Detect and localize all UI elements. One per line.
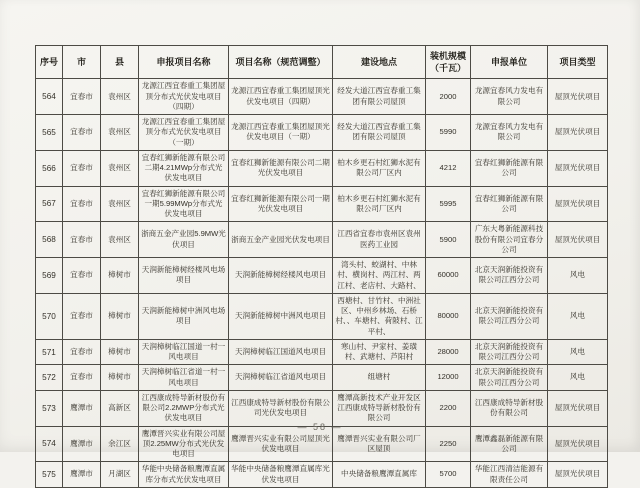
- cell-county: 袁州区: [101, 186, 139, 222]
- table-row: [36, 258, 608, 294]
- cell-capacity-kw: 2200: [426, 390, 471, 426]
- cell-declared-name: 江西康成特导新材股份有限公司2.2MWP分布式光伏发电项目: [139, 390, 229, 426]
- cell-location: 组塘村: [333, 365, 426, 391]
- cell-county: 樟树市: [101, 293, 139, 339]
- cell-no: 571: [36, 339, 63, 365]
- cell-applicant: 宜春红狮新能源有限公司: [471, 186, 548, 222]
- cell-county: 樟树市: [101, 365, 139, 391]
- cell-county: 高新区: [101, 390, 139, 426]
- cell-location: 江西省宜春市袁州区袁州医药工业园: [333, 222, 426, 258]
- cell-applicant: 宜春红狮新能源有限公司: [471, 150, 548, 186]
- cell-applicant: 北京天润新能投资有限公司江西分公司: [471, 258, 548, 294]
- cell-type: 屋顶光伏项目: [548, 462, 608, 488]
- table-row: [36, 462, 608, 488]
- cell-normalized-name: 浙商五金产业园光伏发电项目: [229, 222, 333, 258]
- cell-declared-name: 华能中央储备粮鹰潭直属库分布式光伏发电项目: [139, 462, 229, 488]
- cell-capacity-kw: 5990: [426, 115, 471, 151]
- cell-capacity-kw: 60000: [426, 258, 471, 294]
- cell-city: 宜春市: [63, 258, 101, 294]
- cell-type: 屋顶光伏项目: [548, 426, 608, 462]
- table-row: [36, 186, 608, 222]
- cell-city: 宜春市: [63, 339, 101, 365]
- header-county: 县: [101, 46, 139, 79]
- cell-no: 573: [36, 390, 63, 426]
- cell-city: 鹰潭市: [63, 426, 101, 462]
- cell-county: 月湖区: [101, 462, 139, 488]
- cell-no: 570: [36, 293, 63, 339]
- cell-county: 余江区: [101, 426, 139, 462]
- cell-location: 柏木乡更石村红狮水泥有限公司厂区内: [333, 186, 426, 222]
- cell-no: 574: [36, 426, 63, 462]
- cell-city: 宜春市: [63, 222, 101, 258]
- cell-normalized-name: 鹰潭晋兴实业有限公司屋顶光伏发电项目: [229, 426, 333, 462]
- cell-capacity-kw: 5700: [426, 462, 471, 488]
- cell-normalized-name: 宜春红狮新能源有限公司二期光伏发电项目: [229, 150, 333, 186]
- cell-no: 572: [36, 365, 63, 391]
- cell-no: 565: [36, 115, 63, 151]
- cell-declared-name: 龙源江西宜春重工集团屋顶分布式光伏发电项目（四期）: [139, 79, 229, 115]
- cell-city: 鹰潭市: [63, 390, 101, 426]
- cell-applicant: 北京天润新能投资有限公司江西分公司: [471, 365, 548, 391]
- cell-no: 566: [36, 150, 63, 186]
- cell-normalized-name: 华能中央储备粮鹰潭直属库光伏发电项目: [229, 462, 333, 488]
- cell-capacity-kw: 5995: [426, 186, 471, 222]
- table-row: [36, 390, 608, 426]
- cell-location: 鹰潭高新技术产业开发区江西康成特导新材股份有限公司: [333, 390, 426, 426]
- cell-location: 西塘村、甘竹村、中洲社区、中州乡林场、石桥村、、车塘村、荷陂村、江平村、: [333, 293, 426, 339]
- cell-type: 屋顶光伏项目: [548, 186, 608, 222]
- cell-capacity-kw: 12000: [426, 365, 471, 391]
- cell-location: 寒山村、尹家村、姜璜村、武塘村、芦阳村: [333, 339, 426, 365]
- cell-no: 567: [36, 186, 63, 222]
- cell-county: 樟树市: [101, 258, 139, 294]
- cell-location: 经发大道江西宜春重工集团有限公司屋顶: [333, 115, 426, 151]
- table-row: [36, 150, 608, 186]
- cell-county: 袁州区: [101, 150, 139, 186]
- cell-normalized-name: 江西康成特导新材股份有限公司光伏发电项目: [229, 390, 333, 426]
- cell-type: 风电: [548, 293, 608, 339]
- table-row: [36, 222, 608, 258]
- cell-county: 樟树市: [101, 339, 139, 365]
- cell-county: 袁州区: [101, 79, 139, 115]
- page-number: — 58 —: [297, 422, 343, 432]
- header-normalized-name: 项目名称（规范调整）: [229, 46, 333, 79]
- cell-applicant: 江西康成特导新材股份有限公司: [471, 390, 548, 426]
- cell-declared-name: 宜春红狮新能源有限公司二期4.21MWp分布式光伏发电项目: [139, 150, 229, 186]
- cell-location: 柏木乡更石村红狮水泥有限公司厂区内: [333, 150, 426, 186]
- cell-applicant: 广东大粤新能源科技股份有限公司宜春分公司: [471, 222, 548, 258]
- cell-normalized-name: 龙源江西宜春重工集团屋顶光伏发电项目（一期）: [229, 115, 333, 151]
- cell-type: 屋顶光伏项目: [548, 390, 608, 426]
- table-row: [36, 339, 608, 365]
- cell-no: 564: [36, 79, 63, 115]
- cell-normalized-name: 龙源江西宜春重工集团屋顶光伏发电项目（四期）: [229, 79, 333, 115]
- header-applicant: 申报单位: [471, 46, 548, 79]
- cell-location: 湾头村、蛟湖村、中林村、横岗村、两江村、两江村、老店村、大路村、: [333, 258, 426, 294]
- cell-applicant: 龙源宜春风力发电有限公司: [471, 115, 548, 151]
- table-row: [36, 115, 608, 151]
- cell-capacity-kw: 28000: [426, 339, 471, 365]
- cell-applicant: 华能江西清洁能源有限责任公司: [471, 462, 548, 488]
- cell-capacity-kw: 80000: [426, 293, 471, 339]
- cell-city: 鹰潭市: [63, 462, 101, 488]
- cell-location: 鹰潭晋兴实业有限公司厂区屋顶: [333, 426, 426, 462]
- table-row: [36, 79, 608, 115]
- cell-location: 经发大道江西宜春重工集团有限公司屋顶: [333, 79, 426, 115]
- cell-city: 宜春市: [63, 79, 101, 115]
- cell-county: 袁州区: [101, 115, 139, 151]
- cell-type: 屋顶光伏项目: [548, 79, 608, 115]
- cell-applicant: 鹰潭鑫磊新能源有限公司: [471, 426, 548, 462]
- cell-city: 宜春市: [63, 115, 101, 151]
- cell-capacity-kw: 2000: [426, 79, 471, 115]
- cell-city: 宜春市: [63, 186, 101, 222]
- cell-applicant: 北京天润新能投资有限公司江西分公司: [471, 293, 548, 339]
- table-row: [36, 365, 608, 391]
- header-location: 建设地点: [333, 46, 426, 79]
- cell-declared-name: 浙商五金产业园5.9MW光伏项目: [139, 222, 229, 258]
- cell-no: 575: [36, 462, 63, 488]
- cell-normalized-name: 宜春红狮新能源有限公司一期光伏发电项目: [229, 186, 333, 222]
- header-city: 市: [63, 46, 101, 79]
- header-no: 序号: [36, 46, 63, 79]
- cell-declared-name: 龙源江西宜春重工集团屋顶分布式光伏发电项目（一期）: [139, 115, 229, 151]
- cell-applicant: 北京天润新能投资有限公司江西分公司: [471, 339, 548, 365]
- table-row: [36, 293, 608, 339]
- cell-type: 风电: [548, 258, 608, 294]
- cell-type: 屋顶光伏项目: [548, 115, 608, 151]
- cell-type: 风电: [548, 365, 608, 391]
- cell-no: 569: [36, 258, 63, 294]
- cell-normalized-name: 天润新能樟树经楼风电项目: [229, 258, 333, 294]
- cell-capacity-kw: 5900: [426, 222, 471, 258]
- cell-declared-name: 宜春红狮新能源有限公司一期5.99MWp分布式光伏发电项目: [139, 186, 229, 222]
- cell-declared-name: 天润新能樟树中洲风电场项目: [139, 293, 229, 339]
- table-header-row: [36, 46, 608, 79]
- cell-type: 屋顶光伏项目: [548, 222, 608, 258]
- cell-applicant: 龙源宜春风力发电有限公司: [471, 79, 548, 115]
- header-type: 项目类型: [548, 46, 608, 79]
- cell-capacity-kw: 4212: [426, 150, 471, 186]
- cell-county: 袁州区: [101, 222, 139, 258]
- cell-capacity-kw: 2250: [426, 426, 471, 462]
- header-declared-name: 申报项目名称: [139, 46, 229, 79]
- header-capacity: 装机规模（千瓦）: [426, 46, 471, 79]
- cell-declared-name: 天润樟树临江国道一村一风电项目: [139, 339, 229, 365]
- cell-type: 屋顶光伏项目: [548, 150, 608, 186]
- cell-type: 风电: [548, 339, 608, 365]
- cell-normalized-name: 天润新能樟树中洲风电项目: [229, 293, 333, 339]
- cell-declared-name: 天润新能樟树经楼风电场项目: [139, 258, 229, 294]
- cell-declared-name: 天润樟树临江省道一村一风电项目: [139, 365, 229, 391]
- cell-declared-name: 鹰潭晋兴实业有限公司屋顶2.25MW分布式光伏发电项目: [139, 426, 229, 462]
- cell-location: 中央储备粮鹰潭直属库: [333, 462, 426, 488]
- cell-normalized-name: 天润樟树临江国道风电项目: [229, 339, 333, 365]
- cell-city: 宜春市: [63, 293, 101, 339]
- cell-city: 宜春市: [63, 150, 101, 186]
- cell-city: 宜春市: [63, 365, 101, 391]
- cell-no: 568: [36, 222, 63, 258]
- cell-normalized-name: 天润樟树临江省道风电项目: [229, 365, 333, 391]
